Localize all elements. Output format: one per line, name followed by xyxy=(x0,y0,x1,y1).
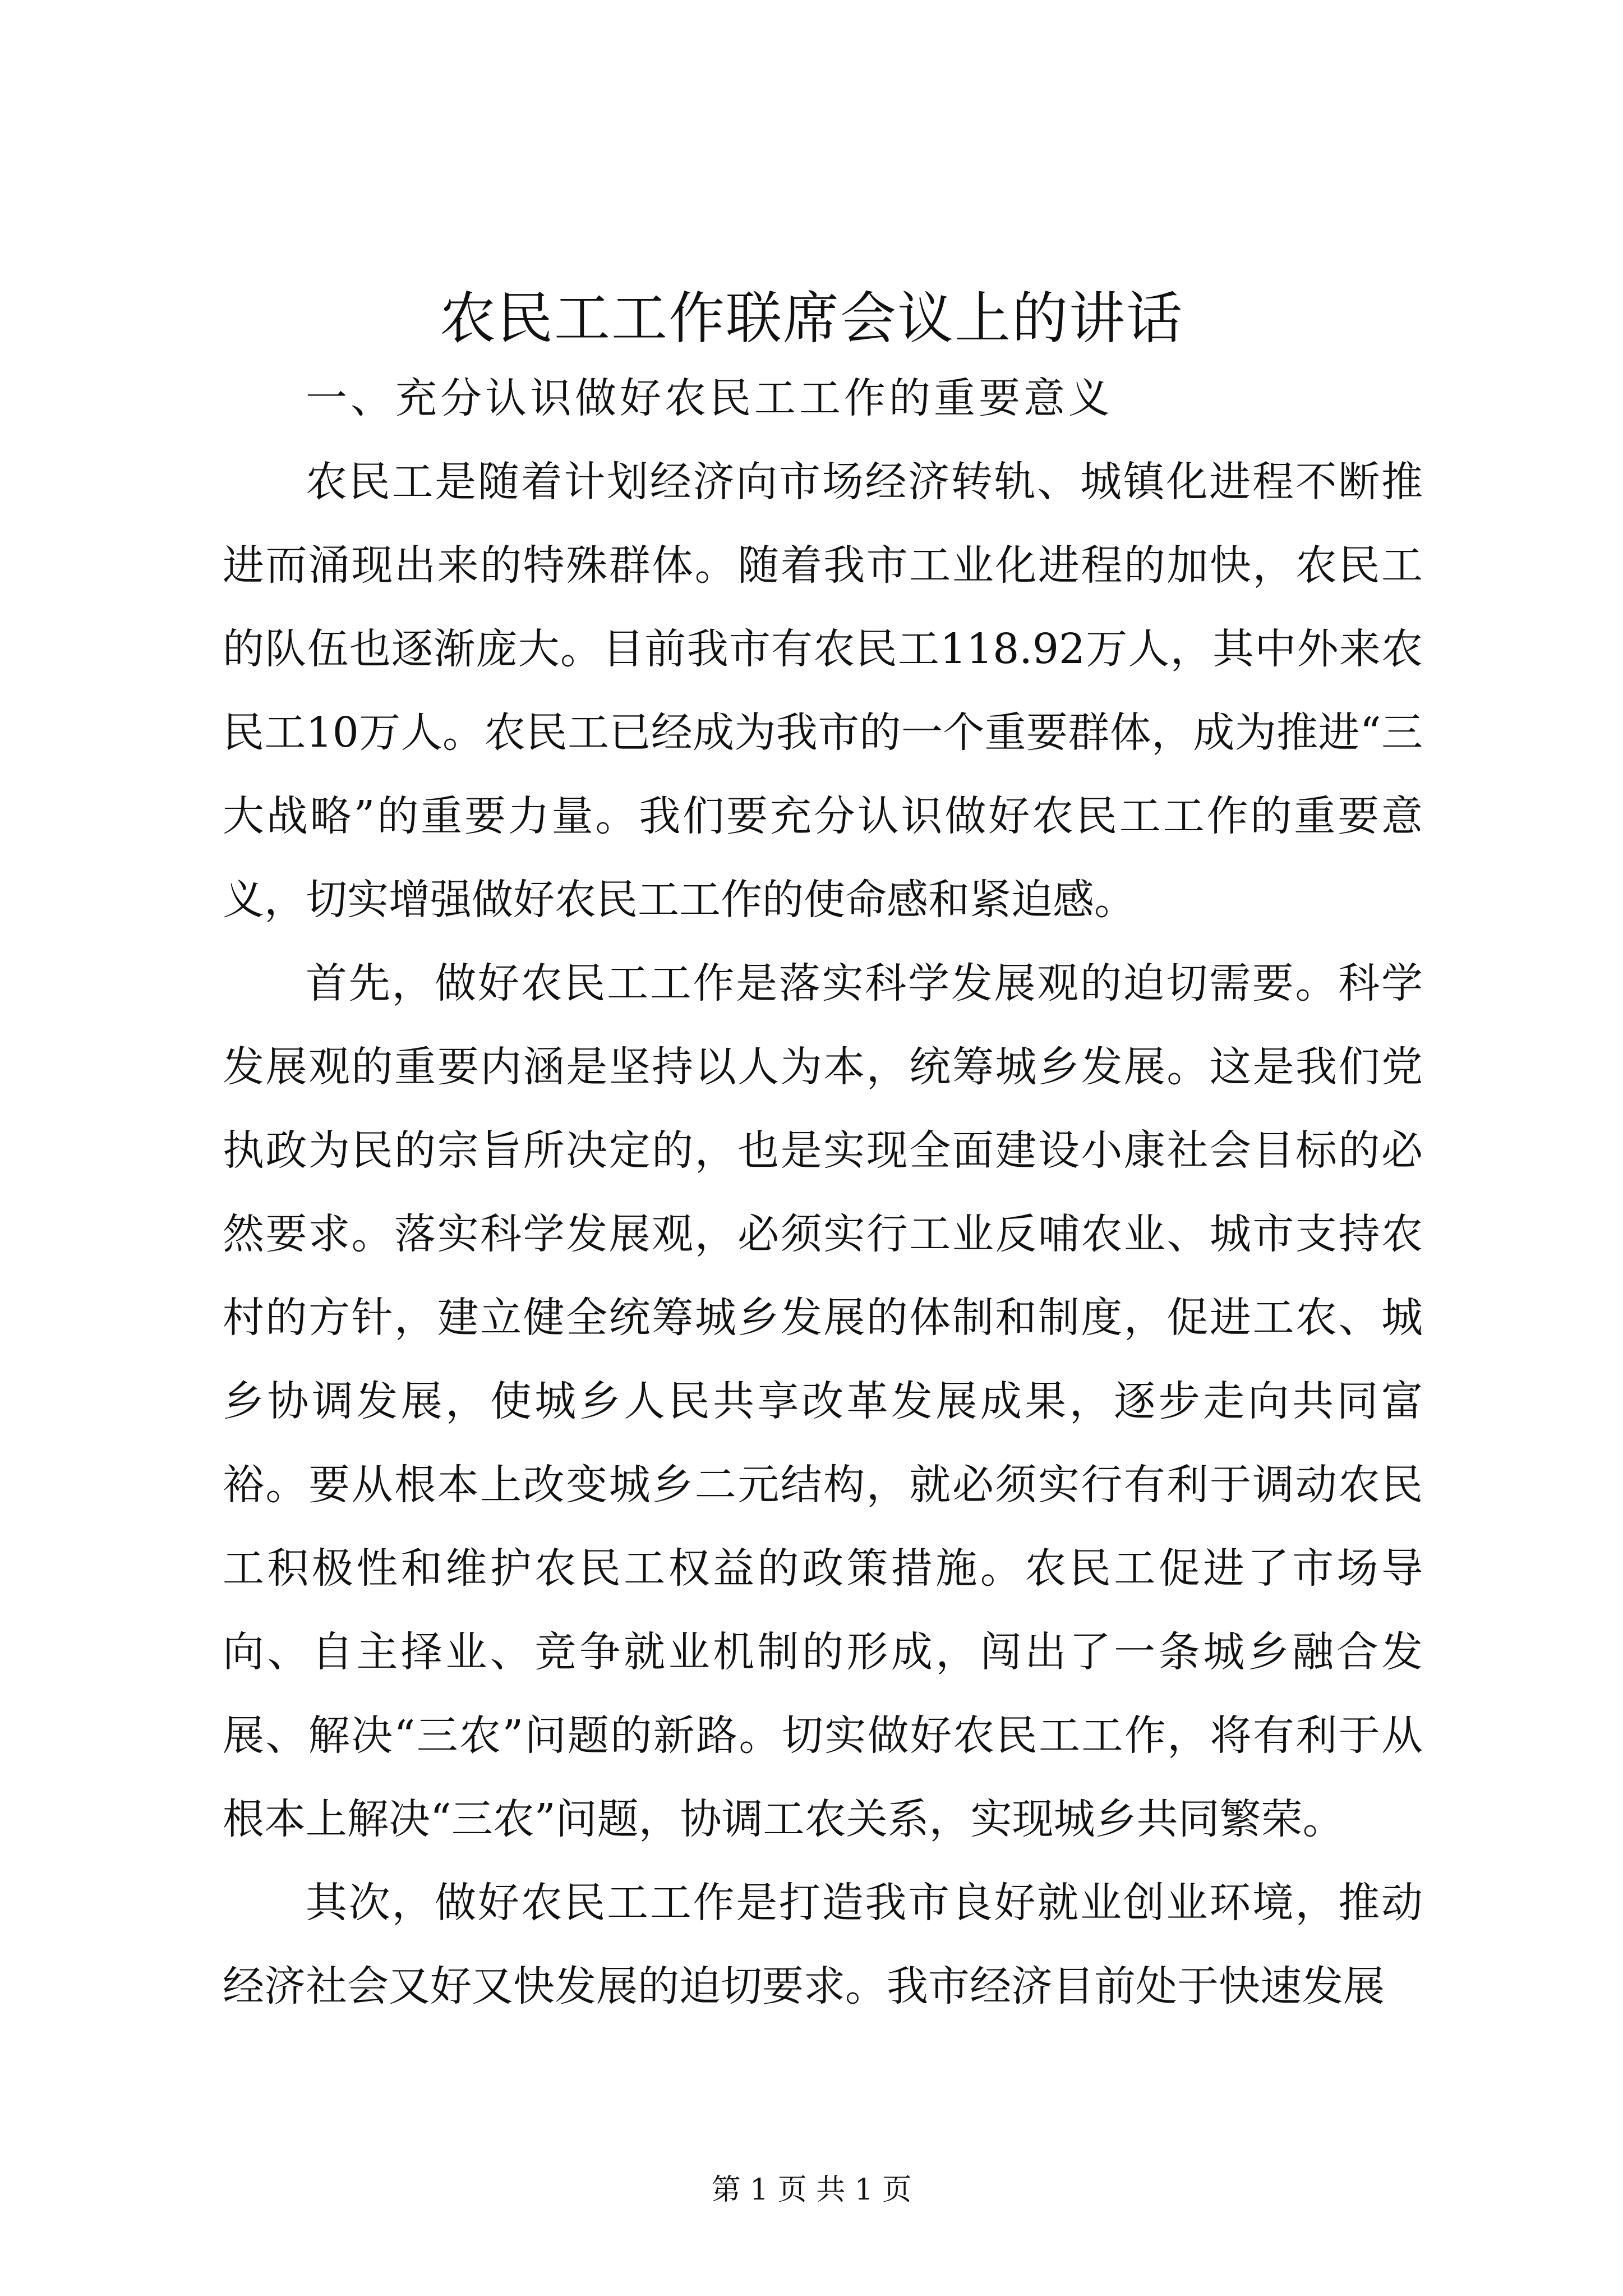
paragraph: 首先，做好农民工工作是落实科学发展观的迫切需要。科学发展观的重要内涵是坚持以人为本，统筹城乡发展。这是我们党执政为民的宗旨所决定的，也是实现全面建设小康社会目标的必然要求。落实科学发展观，必须实行工业反哺农业、城市支持农村的方针，建立健全统筹城乡发展的体制和制度，促进工农、城乡协调发展，使城乡人民共享改革发展成果，逐步走向共同富裕。要从根本上改变城乡二元结构，就必须实行有利于调动农民工积极性和维护农民工权益的政策措施。农民工促进了市场导向、自主择业、竞争就业机制的形成，闯出了一条城乡融合发展、解决“三农”问题的新路。切实做好农民工工作，将有利于从根本上解决“三农”问题，协调工农关系，实现城乡共同繁荣。 xyxy=(223,959,1423,1843)
paragraph: 农民工是随着计划经济向市场经济转轨、城镇化进程不断推进而涌现出来的特殊群体。随着我市工业化进程的加快，农民工的队伍也逐渐庞大。目前我市有农民工118.92万人，其中外来农民工10万人。农民工已经成为我市的一个重要群体，成为推进“三大战略”的重要力量。我们要充分认识做好农民工工作的重要意义，切实增强做好农民工工作的使命感和紧迫感。 xyxy=(223,458,1423,924)
document-title: 农民工工作联席会议上的讲话 xyxy=(440,286,1183,351)
section-heading: 一、充分认识做好农民工工作的重要意义 xyxy=(306,374,1113,422)
document-body xyxy=(223,357,1423,2028)
paragraph: 其次，做好农民工工作是打造我市良好就业创业环境，推动经济社会又好又快发展的迫切要求。我市经济目前处于快速发展 xyxy=(223,1879,1423,2010)
page-footer: 第 1 页 共 1 页 xyxy=(711,2173,912,2207)
